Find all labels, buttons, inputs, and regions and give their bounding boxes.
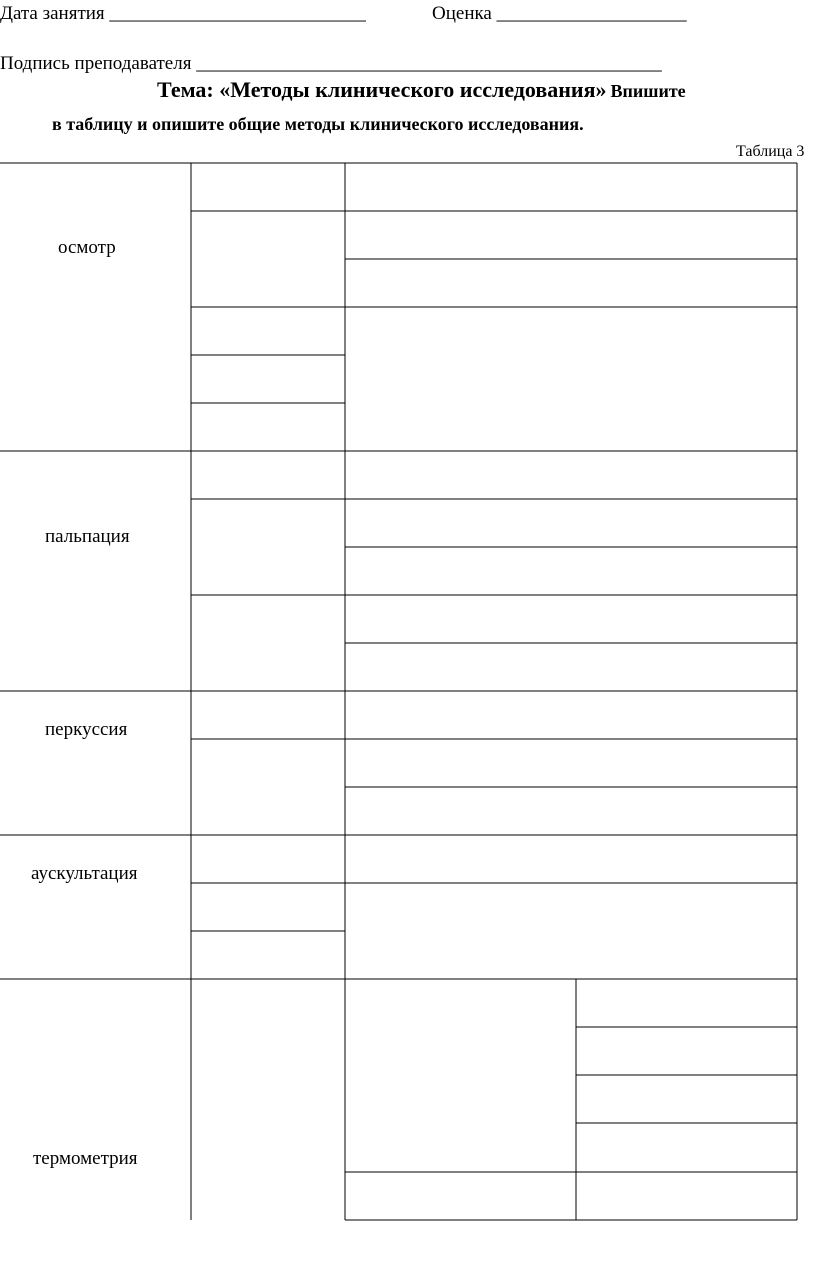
row-label-thermometry: термометрия [33,1148,138,1169]
topic-instruction-start: Впишите [610,81,686,101]
grade-field: Оценка ____________________ [432,3,687,24]
teacher-signature-field: Подпись преподавателя _________________________________________________ [0,53,662,74]
table-caption: Таблица 3 [736,143,805,160]
topic-instruction: в таблицу и опишите общие методы клинического исследования. [52,114,584,134]
row-label-palpation: пальпация [45,526,130,547]
date-field: Дата занятия ___________________________ [0,3,366,24]
row-label-auscultation: аускультация [31,863,138,884]
row-label-percussion: перкуссия [45,719,128,740]
topic-title-main: Тема: «Методы клинического исследования» [157,77,607,102]
row-label-inspection: осмотр [58,237,116,258]
